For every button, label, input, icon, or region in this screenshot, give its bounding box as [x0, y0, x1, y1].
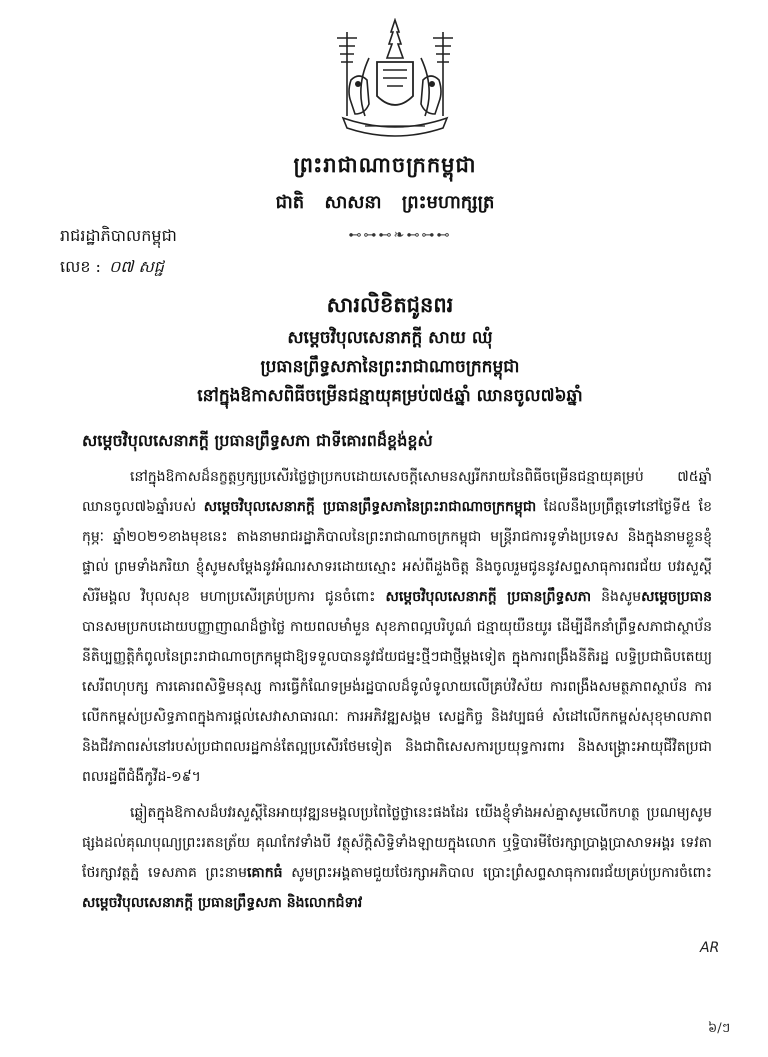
handwritten-initial: AR — [700, 940, 720, 956]
letter-body — [82, 462, 712, 924]
p1-text: នៅក្នុងឱកាសដ៏នក្ខត្តឫក្សប្រសើរថ្លៃថ្លាប្រកបដោយសេចក្ដីសោមនស្សរីករាយនៃពិធីចម្រើនជន្មាយុគម្រប់ ៧៥ឆ្នាំ ឈានចូល៧៦ឆ្នាំរបស់ — [82, 469, 712, 515]
p1-text: និងសូម — [591, 589, 642, 605]
p2-text: ឆ្លៀតក្នុងឱកាសដ៏បវរសួស្ដីនៃអាយុវឌ្ឍនមង្គលប្រពៃថ្លៃថ្លានេះផងដែរ យើងខ្ញុំទាំងអស់គ្នាសូមលើកហត្ថ ប្រណម្យសូមផ្សងដល់គុណបុណ្យព្រះរតនត្រ័យ គុណកែវទាំងបី វត្ថុស័ក្ដិសិទ្ធិទាំងឡាយក្នុងលោក ឬទ្ធិបារមីថែរក្សាប្រាង្គប្រាសាទអង្គរ ទេវតាថែរក្សាវត្តភ្នំ ទេសភាគ ព្រះនាម — [82, 805, 712, 881]
recipient-position: ប្រធានព្រឹទ្ធសភានៃព្រះរាជាណាចក្រកម្ពុជា — [260, 357, 520, 377]
national-motto: ជាតិ សាសនា ព្រះមហាក្សត្រ — [275, 192, 495, 213]
paragraph-1 — [82, 462, 712, 792]
royal-coat-of-arms-icon — [325, 18, 465, 148]
issuing-government: រាជរដ្ឋាភិបាលកម្ពុជា — [60, 226, 177, 245]
reference-label: លេខ : — [60, 257, 101, 276]
ornamental-divider: ⊷⊶⊷❧⊷⊶⊷ — [348, 228, 452, 243]
p2-bold-name: គោកធំ — [246, 865, 283, 881]
p1-bold-recipient: សម្ដេចវិបុលសេនាភក្ដី ប្រធានព្រឹទ្ធសភានៃព្រះរាជាណាចក្រកម្ពុជា — [203, 499, 537, 515]
salutation: សម្ដេចវិបុលសេនាភក្ដី ប្រធានព្រឹទ្ធសភា ជាទីគោរពដ៏ខ្ពង់ខ្ពស់ — [82, 431, 433, 450]
kingdom-name: ព្រះរាជាណាចក្រកម្ពុជា — [293, 152, 477, 177]
p1-bold-recipient: សម្ដេចវិបុលសេនាភក្ដី ប្រធានព្រឹទ្ធសភា — [385, 589, 592, 605]
p1-text: ដែលនឹងប្រព្រឹត្តទៅនៅថ្ងៃទី៥ ខែកុម្ភៈ ឆ្នាំ២០២១ខាងមុខនេះ តាងនាមរាជរដ្ឋាភិបាលនៃព្រះរាជាណាចក្រកម្ពុជា មន្ត្រីរាជការទូទាំងប្រទេស និងក្នុងនាមខ្លួនខ្ញុំផ្ទាល់ ព្រមទាំងភរិយា ខ្ញុំសូមសម្ដែងនូវអំណរសាទរដោយស្មោះ អស់ពីដួងចិត្ត និងចូលរួមជូននូវសព្ទសាធុការពរជ័យ បវរសួស្ដី សិរីមង្គល វិបុលសុខ មហាប្រសើរគ្រប់ប្រការ ជូនចំពោះ — [82, 499, 712, 605]
recipient-name: សម្ដេចវិបុលសេនាភក្ដី សាយ ឈុំ — [287, 328, 493, 348]
reference-value: ០៧ សជ្ជ — [108, 257, 164, 276]
p2-bold-recipient: សម្ដេចវិបុលសេនាភក្ដី ប្រធានព្រឹទ្ធសភា និងលោកជំទាវ — [82, 895, 363, 911]
reference-number — [60, 256, 164, 280]
p2-text: សូមព្រះអង្គតាមជួយថែរក្សាអភិបាល ប្រោះព្រំសព្ទសាធុការពរជ័យគ្រប់ប្រការចំពោះ — [282, 865, 712, 881]
occasion-line: នៅក្នុងឱកាសពិធីចម្រើនជន្មាយុគម្រប់៧៥ឆ្នាំ ឈានចូល៧៦ឆ្នាំ — [197, 386, 583, 406]
p1-bold-title: សម្ដេចប្រធាន — [641, 589, 712, 605]
p1-text: បានសមប្រកបដោយបញ្ញាញាណដ៏ថ្លាថ្លៃ កាយពលមាំមួន សុខភាពល្អបរិបូណ៌ ជន្មាយុយឺនយូរ ដើម្បីដឹកនាំព្រឹទ្ធសភាជាស្ថាប័ននីតិប្បញ្ញត្តិកំពូលនៃព្រះរាជាណាចក្រកម្ពុជាឱ្យទទួលបាននូវជ័យជម្នះថ្មីៗជាថ្មីម្ដងទៀត ក្នុងការពង្រឹងនីតិរដ្ឋ លទ្ធិប្រជាធិបតេយ្យសេរីពហុបក្ស ការគោរពសិទ្ធិមនុស្ស ការធ្វើកំណែទម្រង់រដ្ឋបាលដ៏ទូលំទូលាយលើគ្រប់វិស័យ ការពង្រឹងសមត្ថភាពស្ថាប័ន ការលើកកម្ពស់ប្រសិទ្ធភាពក្នុងការផ្ដល់សេវាសាធារណៈ ការអភិវឌ្ឍសង្គម សេដ្ឋកិច្ច និងវប្បធម៌ សំដៅលើកកម្ពស់សុខុមាលភាព និងជីវភាពរស់នៅរបស់ប្រជាពលរដ្ឋកាន់តែល្អប្រសើរថែមទៀត និងជាពិសេសការប្រយុទ្ធការពារ និងសង្គ្រោះអាយុជីវិតប្រជាពលរដ្ឋពីជំងឺកូវីដ-១៩។ — [82, 619, 712, 785]
page-mark: ៦/ៗ — [708, 1021, 731, 1036]
paragraph-2 — [82, 798, 712, 918]
letter-title: សារលិខិតជូនពរ — [326, 292, 454, 317]
